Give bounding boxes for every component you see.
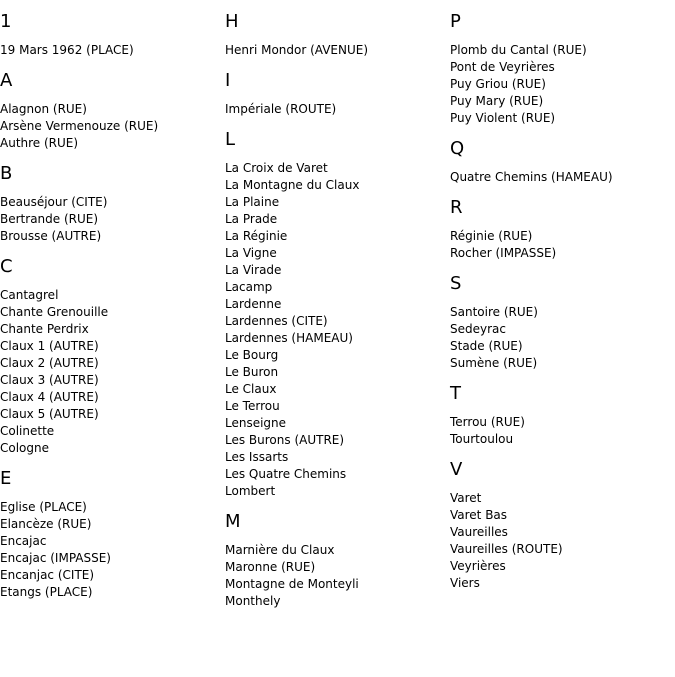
section-letter-heading: R [450,197,463,218]
street-list [0,194,220,245]
street-list-item[interactable]: Vaureilles [450,525,508,539]
street-list [0,499,220,601]
street-list-item[interactable]: Monthely [225,594,281,608]
section-letter-heading: L [225,129,236,150]
street-list-item[interactable]: Beauséjour (CITE) [0,195,108,209]
letter-section [225,11,445,59]
street-list-item[interactable]: Maronne (RUE) [225,560,316,574]
street-list-item[interactable]: La Virade [225,263,282,277]
street-list-item[interactable]: Claux 2 (AUTRE) [0,356,99,370]
letter-section [450,138,670,186]
section-letter-heading: S [450,273,462,294]
section-letter-heading: Q [450,138,465,159]
street-list-item[interactable]: Sumène (RUE) [450,356,538,370]
section-letter-heading: B [0,163,13,184]
letter-section [450,383,670,448]
index-column-3 [450,0,670,592]
section-letter-heading: M [225,511,241,532]
street-list-item[interactable]: Bertrande (RUE) [0,212,99,226]
street-list-item[interactable]: Tourtoulou [450,432,514,446]
street-list-item[interactable]: Varet [450,491,482,505]
letter-section [0,163,220,245]
street-list-item[interactable]: Chante Perdrix [0,322,89,336]
letter-section [225,70,445,118]
letter-section [225,511,445,610]
street-list-item[interactable]: La Prade [225,212,278,226]
section-letter-heading: H [225,11,239,32]
street-list-item[interactable]: Chante Grenouille [0,305,109,319]
street-list-item[interactable]: Rocher (IMPASSE) [450,246,557,260]
street-list-item[interactable]: Le Buron [225,365,279,379]
street-list-item[interactable]: Alagnon (RUE) [0,102,87,116]
street-list [225,542,445,610]
street-list-item[interactable]: Les Quatre Chemins [225,467,347,481]
street-list [450,169,670,186]
section-letter-heading: I [225,70,231,91]
street-list-item[interactable]: Eglise (PLACE) [0,500,87,514]
street-list-item[interactable]: Claux 5 (AUTRE) [0,407,99,421]
street-list-item[interactable]: Viers [450,576,480,590]
letter-section [0,256,220,457]
street-list-item[interactable]: Les Issarts [225,450,289,464]
street-list-item[interactable]: Henri Mondor (AVENUE) [225,43,369,57]
street-list [225,42,445,59]
letter-section [450,197,670,262]
street-list-item[interactable]: Arsène Vermenouze (RUE) [0,119,159,133]
street-list-item[interactable]: La Montagne du Claux [225,178,360,192]
street-list-item[interactable]: La Plaine [225,195,280,209]
street-list [225,160,445,500]
street-list-item[interactable]: Veyrières [450,559,506,573]
street-list [225,101,445,118]
street-list-item[interactable]: 19 Mars 1962 (PLACE) [0,43,134,57]
street-list-item[interactable]: Le Bourg [225,348,279,362]
street-list [450,228,670,262]
letter-section [450,273,670,372]
index-column-2 [225,0,445,610]
street-list-item[interactable]: Claux 4 (AUTRE) [0,390,99,404]
street-list [0,287,220,457]
street-list-item[interactable]: La Réginie [225,229,288,243]
street-list-item[interactable]: Lardennes (CITE) [225,314,328,328]
street-list-item[interactable]: La Vigne [225,246,277,260]
street-list-item[interactable]: Quatre Chemins (HAMEAU) [450,170,613,184]
street-list-item[interactable]: Sedeyrac [450,322,506,336]
street-list-item[interactable]: Encajac (IMPASSE) [0,551,111,565]
street-list-item[interactable]: Varet Bas [450,508,508,522]
street-list-item[interactable]: Cantagrel [0,288,59,302]
letter-section [450,459,670,592]
street-list-item[interactable]: Claux 1 (AUTRE) [0,339,99,353]
street-list-item[interactable]: Impériale (ROUTE) [225,102,337,116]
street-list-item[interactable]: Authre (RUE) [0,136,79,150]
street-list-item[interactable]: Lardennes (HAMEAU) [225,331,353,345]
street-list-item[interactable]: La Croix de Varet [225,161,328,175]
index-column-1 [0,0,220,601]
street-list-item[interactable]: Terrou (RUE) [450,415,525,429]
street-list-item[interactable]: Lardenne [225,297,282,311]
street-list [450,42,670,127]
section-letter-heading: A [0,70,13,91]
street-list-item[interactable]: Cologne [0,441,50,455]
section-letter-heading: T [450,383,461,404]
street-list-item[interactable]: Lacamp [225,280,273,294]
street-list-item[interactable]: Plomb du Cantal (RUE) [450,43,587,57]
street-list-item[interactable]: Puy Violent (RUE) [450,111,556,125]
letter-section [0,468,220,601]
street-list-item[interactable]: Lombert [225,484,276,498]
section-letter-heading: V [450,459,463,480]
street-list [450,304,670,372]
street-list-item[interactable]: Le Claux [225,382,277,396]
letter-section [225,129,445,500]
street-list-item[interactable]: Santoire (RUE) [450,305,538,319]
street-list-item[interactable]: Pont de Veyrières [450,60,555,74]
street-list [450,490,670,592]
street-list-item[interactable]: Lenseigne [225,416,287,430]
street-list [450,414,670,448]
street-list-item[interactable]: Claux 3 (AUTRE) [0,373,99,387]
street-list-item[interactable]: Le Terrou [225,399,280,413]
street-list-item[interactable]: Etangs (PLACE) [0,585,93,599]
street-list [0,42,220,59]
street-list-item[interactable]: Elancèze (RUE) [0,517,92,531]
letter-section [450,11,670,127]
section-letter-heading: E [0,468,12,489]
street-list-item[interactable]: Puy Mary (RUE) [450,94,544,108]
street-list-item[interactable]: Encanjac (CITE) [0,568,95,582]
street-list-item[interactable]: Encajac [0,534,47,548]
street-list-item[interactable]: Montagne de Monteyli [225,577,359,591]
street-list-item[interactable]: Puy Griou (RUE) [450,77,546,91]
letter-section [0,11,220,59]
street-list-item[interactable]: Les Burons (AUTRE) [225,433,345,447]
street-list-item[interactable]: Vaureilles (ROUTE) [450,542,563,556]
section-letter-heading: 1 [0,11,12,32]
street-list-item[interactable]: Marnière du Claux [225,543,335,557]
street-list-item[interactable]: Réginie (RUE) [450,229,533,243]
section-letter-heading: C [0,256,13,277]
street-list-item[interactable]: Stade (RUE) [450,339,523,353]
street-list [0,101,220,152]
street-list-item[interactable]: Brousse (AUTRE) [0,229,102,243]
letter-section [0,70,220,152]
street-list-item[interactable]: Colinette [0,424,55,438]
section-letter-heading: P [450,11,461,32]
